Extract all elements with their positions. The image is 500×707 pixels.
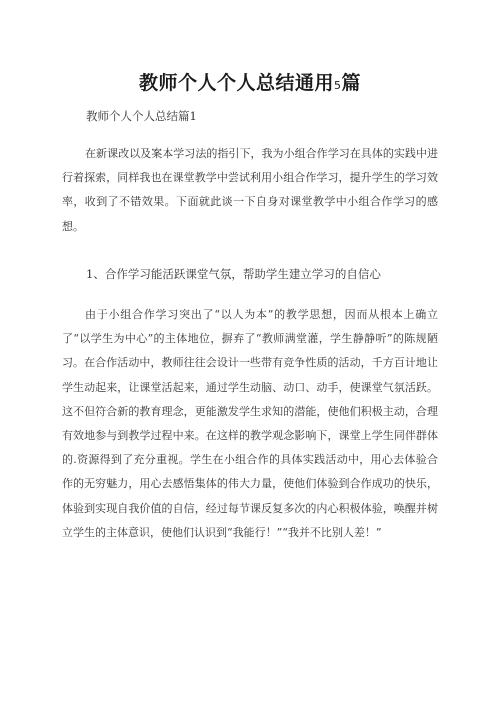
title-main-text: 教师个人个人总结通用 bbox=[138, 72, 334, 94]
article-subheading: 教师个人个人总结篇1 bbox=[86, 109, 197, 123]
title-number: 5 bbox=[334, 79, 342, 92]
title-tail-text: 篇 bbox=[341, 72, 362, 94]
paragraph-body: 由于小组合作学习突出了“以人为本”的教学思想，因而从根本上确立了“以学生为中心”的主体地位，摒弃了“教师满堂灌，学生静静听”的陈规陋习。在合作活动中，教师往往会设计一些带有竞争性质的活动，千方百计地让学生动起来，让课堂活起来，通过学生动脑、动口、动手，使课堂气氛活跃。这不但符合新的教育理念，更能激发学生求知的潜能，使他们积极主动，合理有效地参与到教学过程中来。在这样的教学观念影响下，课堂上学生同伴群体的.资源得到了充分重视。学生在小组合作的具体实践活动中，用心去体验合作的无穷魅力，用心去感悟集体的伟大力量，使他们体验到合作成功的快乐，体验到实现自我价值的自信，经过每节课反复多次的内心积极体验，唤醒并树立学生的主体意识，使他们认识到“我能行！”“我并不比别人差！” bbox=[62, 308, 438, 539]
section-heading: 1、合作学习能活跃课堂气氛，帮助学生建立学习的自信心 bbox=[86, 267, 381, 281]
page-title bbox=[0, 68, 500, 95]
paragraph-intro: 在新课改以及案本学习法的指引下，我为小组合作学习在具体的实践中进行着探索，同样我也在课堂教学中尝试利用小组合作学习，提升学生的学习效率，收到了不错效果。下面就此谈一下自身对课堂教学中小组合作学习的感想。 bbox=[62, 147, 438, 233]
